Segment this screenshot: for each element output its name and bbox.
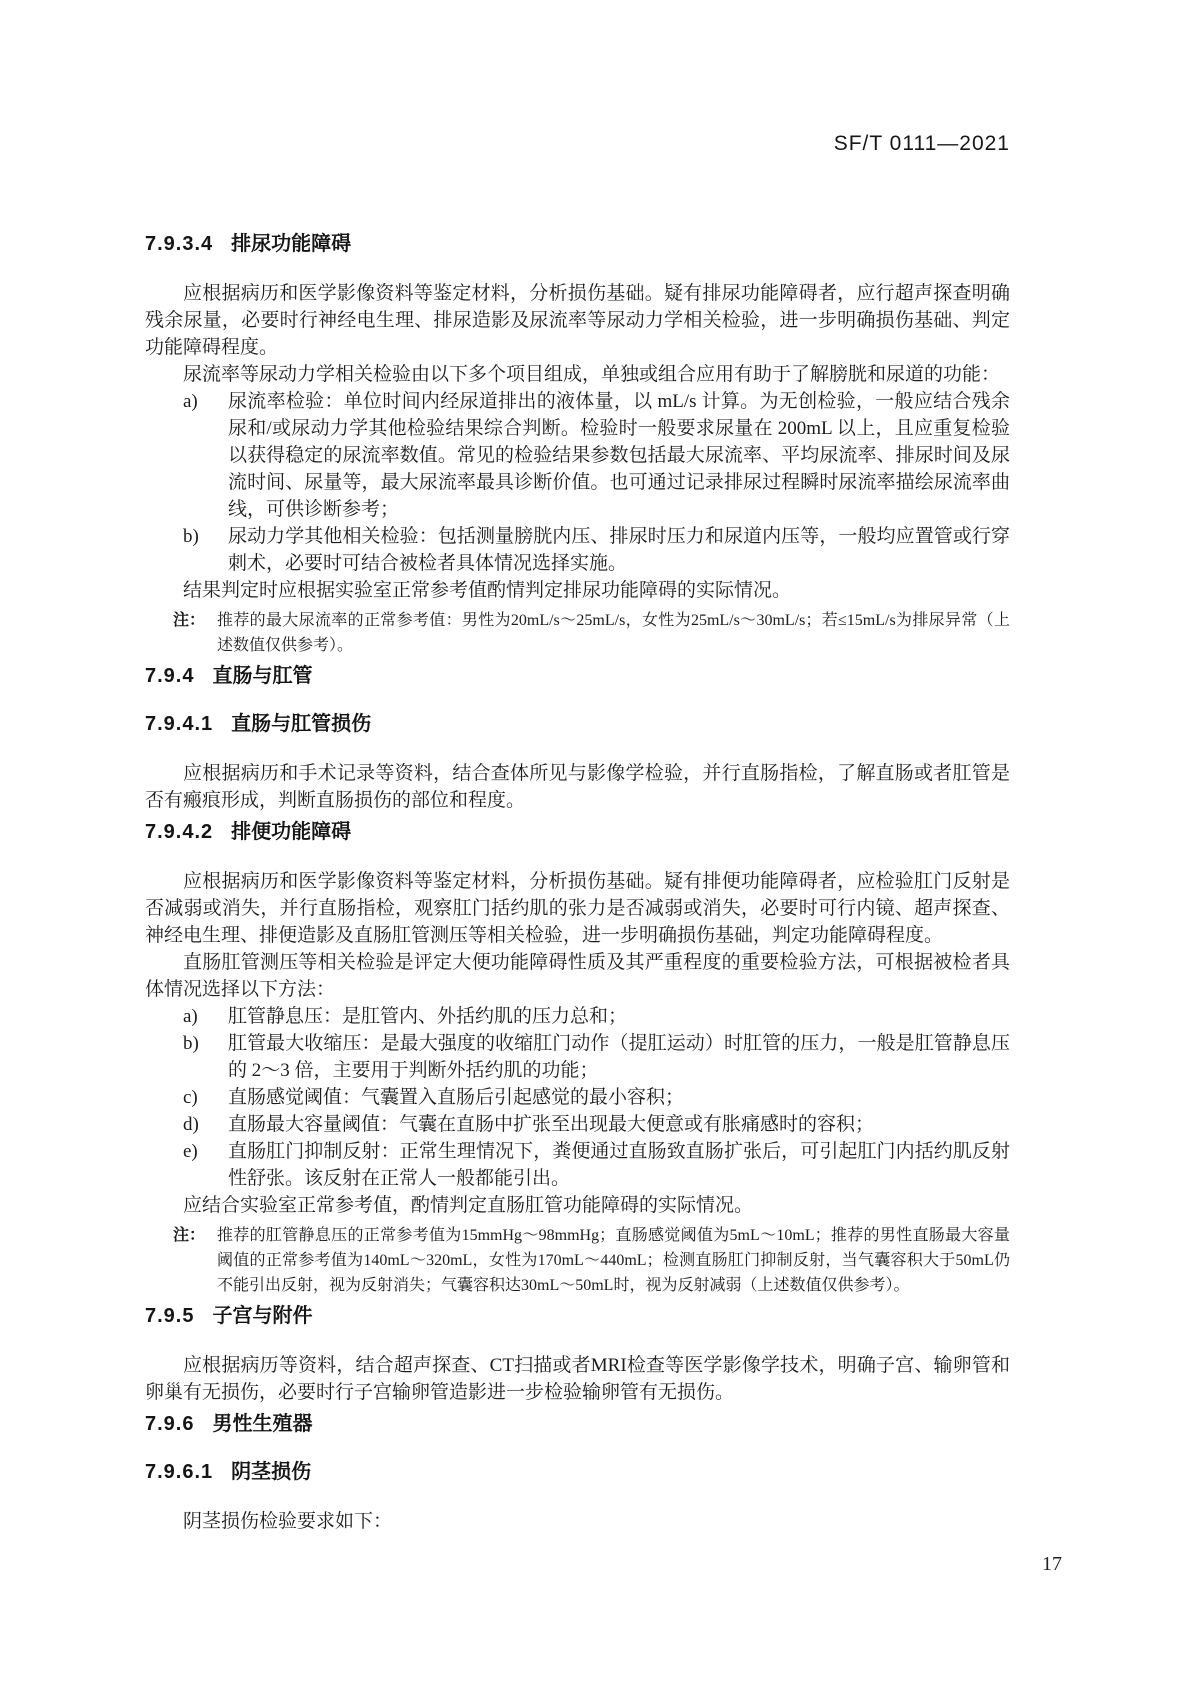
list-item-text: 尿动力学其他相关检验：包括测量膀胱内压、排尿时压力和尿道内压等，一般均应置管或行穿刺术，必要时可结合被检者具体情况选择实施。: [228, 526, 1010, 574]
list-item-label: a): [183, 391, 198, 412]
list-item-text: 尿流率检验：单位时间内经尿道排出的液体量，以 mL/s 计算。为无创检验，一般应结合残余尿和/或尿动力学其他检验结果综合判断。检验时一般要求尿量在 200mL 以上，且应重复检验以获得稳定的尿流率数值。常见的检验结果参数包括最大尿流率、平均尿流率、排尿时间及尿流时间、尿量等，最大尿流率最具诊断价值。也可通过记录排尿过程瞬时尿流率描绘尿流率曲线，可供诊断参考；: [228, 391, 1010, 520]
ordered-list: [145, 388, 1010, 577]
section-number: 7.9.4.1: [145, 713, 214, 735]
note-text: 推荐的最大尿流率的正常参考值：男性为20mL/s～25mL/s，女性为25mL/s～30mL/s；若≤15mL/s为排尿异常（上述数值仅供参考）。: [217, 612, 1010, 654]
list-item-d: [183, 1111, 1010, 1138]
paragraph: 应根据病历和手术记录等资料，结合查体所见与影像学检验，并行直肠指检，了解直肠或者肛管是否有瘢痕形成，判断直肠损伤的部位和程度。: [145, 763, 1010, 811]
list-item-text: 肛管最大收缩压：是最大强度的收缩肛门动作（提肛运动）时肛管的压力，一般是肛管静息压的 2～3 倍，主要用于判断外括约肌的功能；: [228, 1033, 1010, 1081]
list-item-a: [183, 1003, 1010, 1030]
paragraph: 结果判定时应根据实验室正常参考值酌情判定排尿功能障碍的实际情况。: [183, 580, 792, 601]
section-number: 7.9.4.2: [145, 821, 214, 843]
list-item-label: e): [183, 1141, 198, 1162]
section-title: 子宫与附件: [212, 1305, 313, 1327]
list-item-label: b): [183, 1033, 199, 1054]
note-label: 注：: [173, 1227, 206, 1244]
section-title: 直肠与肛管: [212, 665, 313, 687]
section-heading-7-9-6: [145, 1412, 1010, 1436]
list-item-text: 直肠感觉阈值：气囊置入直肠后引起感觉的最小容积；: [228, 1087, 685, 1108]
list-item-b: [183, 523, 1010, 577]
paragraph: 应根据病历和医学影像资料等鉴定材料，分析损伤基础。疑有排尿功能障碍者，应行超声探查明确残余尿量，必要时行神经电生理、排尿造影及尿流率等尿动力学相关检验，进一步明确损伤基础、判定功能障碍程度。: [145, 283, 1010, 358]
paragraph: 应结合实验室正常参考值，酌情判定直肠肛管功能障碍的实际情况。: [183, 1195, 754, 1216]
section-title: 直肠与肛管损伤: [231, 713, 372, 735]
section-title: 排尿功能障碍: [231, 233, 352, 255]
paragraph: 尿流率等尿动力学相关检验由以下多个项目组成，单独或组合应用有助于了解膀胱和尿道的功能：: [183, 364, 1001, 385]
list-item-label: c): [183, 1087, 198, 1108]
paragraph: 应根据病历和医学影像资料等鉴定材料，分析损伤基础。疑有排便功能障碍者，应检验肛门反射是否减弱或消失，并行直肠指检，观察肛门括约肌的张力是否减弱或消失，必要时可行内镜、超声探查、神经电生理、排便造影及直肠肛管测压等相关检验，进一步明确损伤基础，判定功能障碍程度。: [145, 871, 1010, 946]
list-item-e: [183, 1138, 1010, 1192]
section-heading-7-9-6-1: [145, 1460, 1010, 1484]
list-item-label: d): [183, 1114, 199, 1135]
list-item-label: a): [183, 1006, 198, 1027]
section-number: 7.9.5: [145, 1305, 195, 1327]
section-heading-7-9-4-2: [145, 820, 1010, 844]
note-block: [173, 608, 1010, 658]
section-heading-7-9-3-4: [145, 232, 1010, 256]
section-heading-7-9-4-1: [145, 712, 1010, 736]
list-item-label: b): [183, 526, 199, 547]
section-number: 7.9.6.1: [145, 1461, 214, 1483]
paragraph: 阴茎损伤检验要求如下：: [183, 1511, 393, 1532]
list-item-text: 直肠最大容量阈值：气囊在直肠中扩张至出现最大便意或有胀痛感时的容积；: [228, 1114, 875, 1135]
standard-number-header: SF/T 0111—2021: [833, 132, 1010, 155]
list-item-text: 肛管静息压：是肛管内、外括约肌的压力总和；: [228, 1006, 628, 1027]
page-number: 17: [1042, 1553, 1062, 1575]
list-item-b: [183, 1030, 1010, 1084]
paragraph: 直肠肛管测压等相关检验是评定大便功能障碍性质及其严重程度的重要检验方法，可根据被检者具体情况选择以下方法：: [145, 952, 1010, 1000]
note-text: 推荐的肛管静息压的正常参考值为15mmHg～98mmHg；直肠感觉阈值为5mL～10mL；推荐的男性直肠最大容量阈值的正常参考值为140mL～320mL，女性为170mL～440mL；检测直肠肛门抑制反射，当气囊容积大于50mL仍不能引出反射，视为反射消失；气囊容积达30mL～50mL时，视为反射减弱（上述数值仅供参考）。: [217, 1227, 1010, 1294]
paragraph: 应根据病历等资料，结合超声探查、CT扫描或者MRI检查等医学影像学技术，明确子宫、输卵管和卵巢有无损伤，必要时行子宫输卵管造影进一步检验输卵管有无损伤。: [145, 1355, 1010, 1403]
list-item-a: [183, 388, 1010, 523]
ordered-list: [145, 1003, 1010, 1192]
section-title: 排便功能障碍: [231, 821, 352, 843]
note-block: [173, 1223, 1010, 1298]
section-heading-7-9-4: [145, 664, 1010, 688]
section-number: 7.9.4: [145, 665, 195, 687]
section-heading-7-9-5: [145, 1304, 1010, 1328]
section-title: 阴茎损伤: [231, 1461, 312, 1483]
section-number: 7.9.6: [145, 1413, 195, 1435]
section-number: 7.9.3.4: [145, 233, 214, 255]
list-item-text: 直肠肛门抑制反射：正常生理情况下，粪便通过直肠致直肠扩张后，可引起肛门内括约肌反射性舒张。该反射在正常人一般都能引出。: [228, 1141, 1010, 1189]
page-content: [145, 0, 1010, 1535]
section-title: 男性生殖器: [212, 1413, 313, 1435]
note-label: 注：: [173, 612, 206, 629]
list-item-c: [183, 1084, 1010, 1111]
